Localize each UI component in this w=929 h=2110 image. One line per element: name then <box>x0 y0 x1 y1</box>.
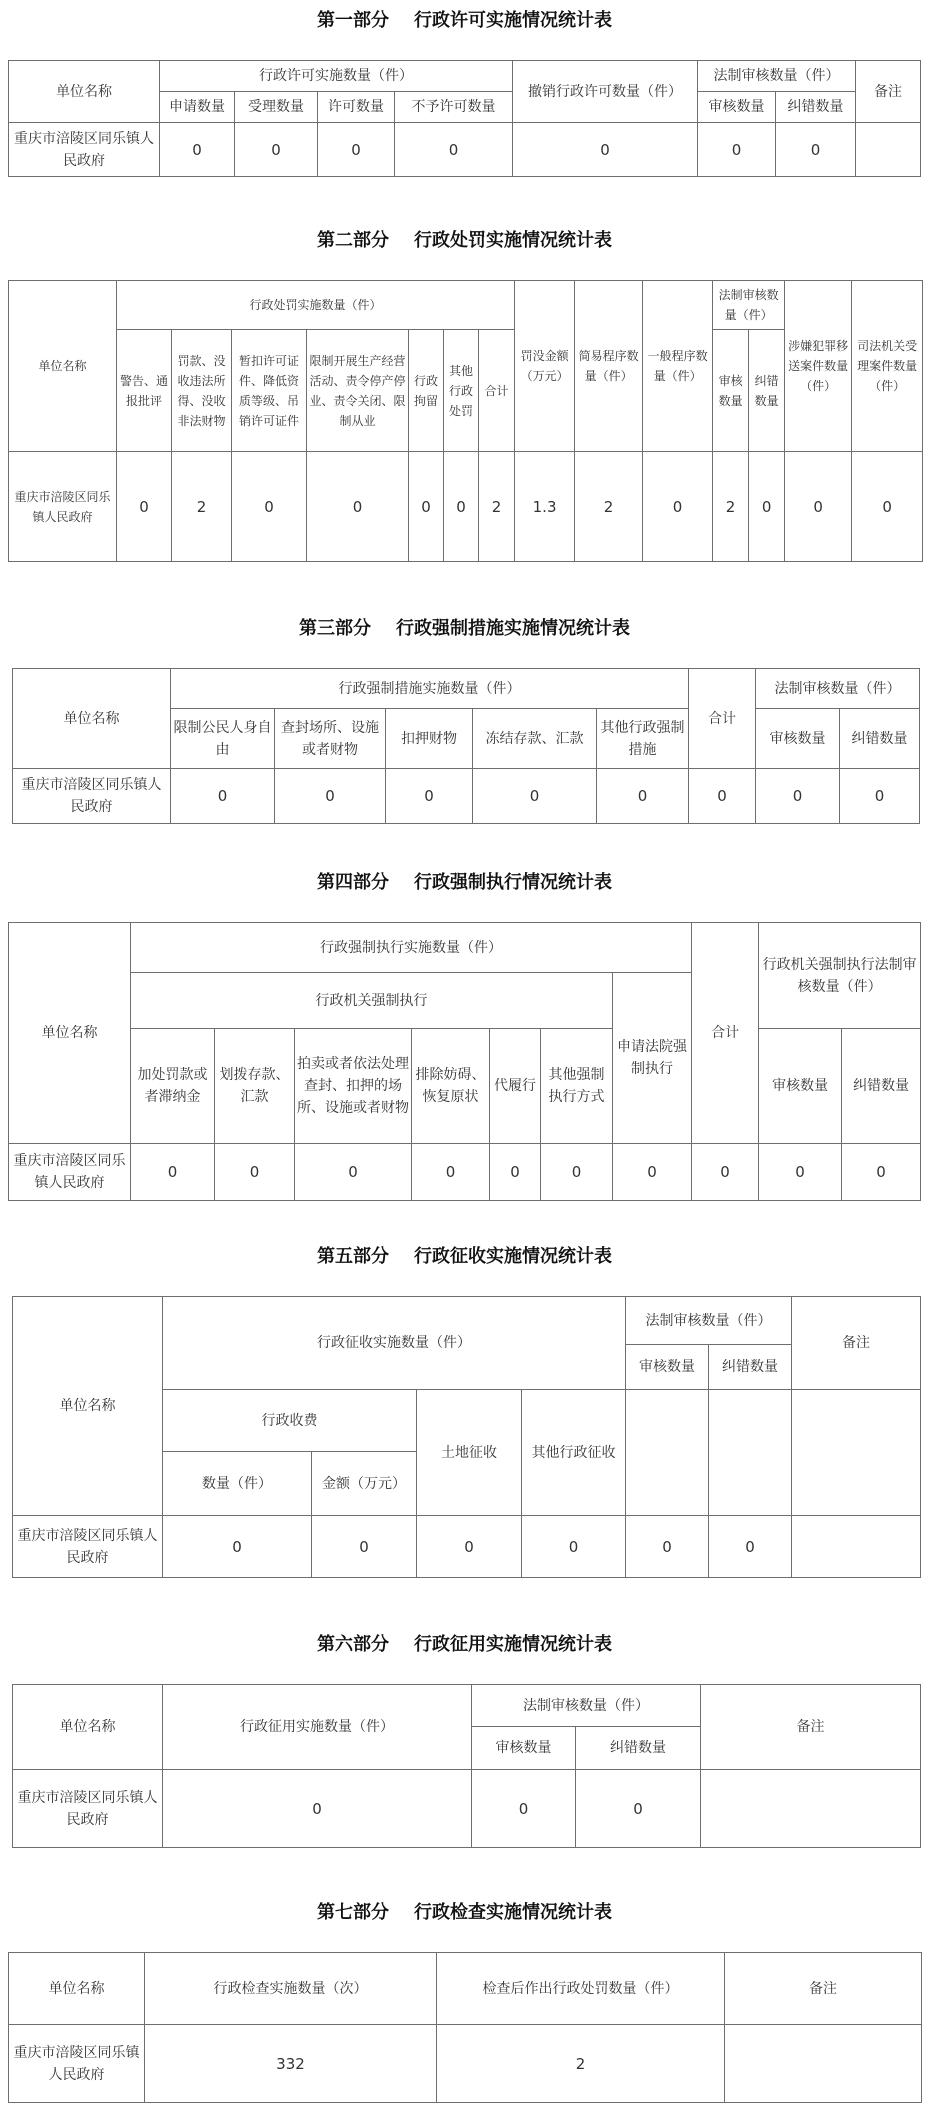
table-coercive-measures <box>12 668 920 824</box>
cell-freeze-deposits: 0 <box>473 769 597 824</box>
header-unit: 单位名称 <box>9 923 131 1144</box>
table-penalty <box>8 280 923 562</box>
cell-correct: 0 <box>576 1770 701 1848</box>
cell-other-penalty: 0 <box>444 452 479 562</box>
header-total: 合计 <box>692 923 759 1144</box>
cell-unit: 重庆市涪陵区同乐镇人民政府 <box>13 769 171 824</box>
header-review-group: 法制审核数量（件） <box>756 669 920 709</box>
header-seal-premises: 查封场所、设施或者财物 <box>275 709 386 769</box>
section7-title: 第七部分 行政检查实施情况统计表 <box>316 1902 613 1923</box>
header-other-measures: 其他行政强制措施 <box>597 709 689 769</box>
cell-permit: 0 <box>318 123 395 177</box>
cell-total: 2 <box>479 452 515 562</box>
cell-correct: 0 <box>776 123 856 177</box>
table-coercive-execution <box>8 922 921 1201</box>
header-revoke: 撤销行政许可数量（件） <box>513 61 698 123</box>
header-correct: 纠错数量 <box>840 709 920 769</box>
header-simple: 简易程序数量（件） <box>575 281 643 452</box>
cell-deny: 0 <box>395 123 513 177</box>
cell-general: 0 <box>643 452 713 562</box>
header-unit: 单位名称 <box>13 1685 163 1770</box>
cell-requisition-impl: 0 <box>163 1770 472 1848</box>
header-execution-impl: 行政强制执行实施数量（件） <box>131 923 692 973</box>
header-unit: 单位名称 <box>9 281 117 452</box>
cell-other-levy: 0 <box>522 1516 626 1578</box>
header-fee-count: 数量（件） <box>163 1452 312 1516</box>
header-auction: 拍卖或者依法处理查封、扣押的场所、设施或者财物 <box>295 1029 412 1144</box>
cell-total: 0 <box>692 1144 759 1201</box>
cell-detention: 0 <box>409 452 444 562</box>
cell-transfer-deposits: 0 <box>215 1144 295 1201</box>
header-permit: 许可数量 <box>318 92 395 123</box>
cell-remove-obstruction: 0 <box>412 1144 490 1201</box>
header-total: 合计 <box>689 669 756 769</box>
header-note: 备注 <box>701 1685 921 1770</box>
header-fee-group: 行政收费 <box>163 1390 417 1452</box>
header-general: 一般程序数量（件） <box>643 281 713 452</box>
cell-correct: 0 <box>749 452 785 562</box>
header-correct: 纠错数量 <box>776 92 856 123</box>
cell-other-execution: 0 <box>541 1144 613 1201</box>
header-review: 审核数量 <box>626 1345 709 1390</box>
table-requisition <box>12 1684 921 1848</box>
section4-title: 第四部分 行政强制执行情况统计表 <box>316 872 613 893</box>
cell-total: 0 <box>689 769 756 824</box>
header-fine: 罚没金额（万元） <box>515 281 575 452</box>
table-inspection <box>8 1952 922 2103</box>
cell-review: 0 <box>759 1144 842 1201</box>
cell-apply: 0 <box>160 123 235 177</box>
header-apply: 申请数量 <box>160 92 235 123</box>
section2-title: 第二部分 行政处罚实施情况统计表 <box>316 230 613 251</box>
header-land: 土地征收 <box>417 1390 522 1516</box>
table-levy <box>12 1296 921 1578</box>
header-review-group: 法制审核数量（件） <box>698 61 856 92</box>
header-requisition-impl: 行政征用实施数量（件） <box>163 1685 472 1770</box>
header-review: 审核数量 <box>759 1029 842 1144</box>
cell-land: 0 <box>417 1516 522 1578</box>
header-court-execution: 申请法院强制执行 <box>613 973 692 1144</box>
cell-license-suspend: 0 <box>232 452 307 562</box>
header-restrict-freedom: 限制公民人身自由 <box>171 709 275 769</box>
cell-surcharge: 0 <box>131 1144 215 1201</box>
cell-note <box>701 1770 921 1848</box>
header-correct: 纠错数量 <box>709 1345 792 1390</box>
section3-title: 第三部分 行政强制措施实施情况统计表 <box>298 618 631 639</box>
cell-unit: 重庆市涪陵区同乐镇人民政府 <box>9 123 160 177</box>
header-other-penalty: 其他行政处罚 <box>444 330 479 452</box>
header-surcharge: 加处罚款或者滞纳金 <box>131 1029 215 1144</box>
cell-review: 0 <box>698 123 776 177</box>
cell-seize-property: 0 <box>386 769 473 824</box>
header-accept: 受理数量 <box>235 92 318 123</box>
cell-inspection-impl: 332 <box>145 2025 437 2103</box>
cell-restrict-freedom: 0 <box>171 769 275 824</box>
header-substitute: 代履行 <box>490 1029 541 1144</box>
header-deny: 不予许可数量 <box>395 92 513 123</box>
header-review-group: 法制审核数量（件） <box>713 281 785 330</box>
header-note-blank <box>792 1390 921 1516</box>
header-levy-impl: 行政征收实施数量（件） <box>163 1297 626 1390</box>
section1-title: 第一部分 行政许可实施情况统计表 <box>316 10 613 31</box>
cell-correct: 0 <box>709 1516 792 1578</box>
cell-review: 2 <box>713 452 749 562</box>
header-seize-property: 扣押财物 <box>386 709 473 769</box>
cell-review: 0 <box>626 1516 709 1578</box>
section5-title: 第五部分 行政征收实施情况统计表 <box>316 1246 613 1267</box>
cell-revoke: 0 <box>513 123 698 177</box>
header-note: 备注 <box>856 61 921 123</box>
header-transfer-deposits: 划拨存款、汇款 <box>215 1029 295 1144</box>
cell-unit: 重庆市涪陵区同乐镇人民政府 <box>13 1516 163 1578</box>
header-note: 备注 <box>792 1297 921 1390</box>
cell-judicial: 0 <box>852 452 923 562</box>
header-judicial: 司法机关受理案件数量（件） <box>852 281 923 452</box>
header-remove-obstruction: 排除妨碍、恢复原状 <box>412 1029 490 1144</box>
cell-fine-confiscate: 2 <box>172 452 232 562</box>
cell-penalty-after-inspection: 2 <box>437 2025 725 2103</box>
header-permit-impl: 行政许可实施数量（件） <box>160 61 513 92</box>
header-license-suspend: 暂扣许可证件、降低资质等级、吊销许可证件 <box>232 330 307 452</box>
header-review-group: 行政机关强制执行法制审核数量（件） <box>759 923 921 1029</box>
header-review: 审核数量 <box>698 92 776 123</box>
header-review-blank <box>626 1390 709 1516</box>
cell-production-restrict: 0 <box>307 452 409 562</box>
header-unit: 单位名称 <box>13 669 171 769</box>
header-unit: 单位名称 <box>9 61 160 123</box>
cell-auction: 0 <box>295 1144 412 1201</box>
cell-note <box>792 1516 921 1578</box>
header-correct: 纠错数量 <box>749 330 785 452</box>
cell-review: 0 <box>472 1770 576 1848</box>
cell-other-measures: 0 <box>597 769 689 824</box>
cell-court-execution: 0 <box>613 1144 692 1201</box>
header-review-group: 法制审核数量（件） <box>472 1685 701 1727</box>
cell-accept: 0 <box>235 123 318 177</box>
header-correct: 纠错数量 <box>576 1727 701 1770</box>
header-unit: 单位名称 <box>9 1953 145 2025</box>
header-review: 审核数量 <box>472 1727 576 1770</box>
cell-fine: 1.3 <box>515 452 575 562</box>
header-fee-amount: 金额（万元） <box>312 1452 417 1516</box>
cell-substitute: 0 <box>490 1144 541 1201</box>
cell-unit: 重庆市涪陵区同乐镇人民政府 <box>9 452 117 562</box>
cell-warning: 0 <box>117 452 172 562</box>
cell-fee-count: 0 <box>163 1516 312 1578</box>
header-review: 审核数量 <box>713 330 749 452</box>
header-agency-execution: 行政机关强制执行 <box>131 973 613 1029</box>
header-review-group: 法制审核数量（件） <box>626 1297 792 1345</box>
header-warning: 警告、通报批评 <box>117 330 172 452</box>
section6-title: 第六部分 行政征用实施情况统计表 <box>316 1634 613 1655</box>
cell-transfer: 0 <box>785 452 852 562</box>
header-production-restrict: 限制开展生产经营活动、责令停产停业、责令关闭、限制从业 <box>307 330 409 452</box>
header-penalty-after-inspection: 检查后作出行政处罚数量（件） <box>437 1953 725 2025</box>
cell-note <box>856 123 921 177</box>
cell-note <box>725 2025 922 2103</box>
cell-review: 0 <box>756 769 840 824</box>
header-transfer: 涉嫌犯罪移送案件数量（件） <box>785 281 852 452</box>
table-permit <box>8 60 921 177</box>
header-note: 备注 <box>725 1953 922 2025</box>
header-correct-blank <box>709 1390 792 1516</box>
cell-correct: 0 <box>842 1144 921 1201</box>
cell-seal-premises: 0 <box>275 769 386 824</box>
cell-fee-amount: 0 <box>312 1516 417 1578</box>
cell-correct: 0 <box>840 769 920 824</box>
header-inspection-impl: 行政检查实施数量（次） <box>145 1953 437 2025</box>
header-measures-impl: 行政强制措施实施数量（件） <box>171 669 689 709</box>
header-freeze-deposits: 冻结存款、汇款 <box>473 709 597 769</box>
cell-unit: 重庆市涪陵区同乐镇人民政府 <box>9 1144 131 1201</box>
cell-unit: 重庆市涪陵区同乐镇人民政府 <box>9 2025 145 2103</box>
header-total: 合计 <box>479 330 515 452</box>
cell-simple: 2 <box>575 452 643 562</box>
header-fine-confiscate: 罚款、没收违法所得、没收非法财物 <box>172 330 232 452</box>
header-unit: 单位名称 <box>13 1297 163 1516</box>
cell-unit: 重庆市涪陵区同乐镇人民政府 <box>13 1770 163 1848</box>
header-penalty-impl: 行政处罚实施数量（件） <box>117 281 515 330</box>
header-review: 审核数量 <box>756 709 840 769</box>
header-other-execution: 其他强制执行方式 <box>541 1029 613 1144</box>
header-other-levy: 其他行政征收 <box>522 1390 626 1516</box>
header-correct: 纠错数量 <box>842 1029 921 1144</box>
header-detention: 行政拘留 <box>409 330 444 452</box>
